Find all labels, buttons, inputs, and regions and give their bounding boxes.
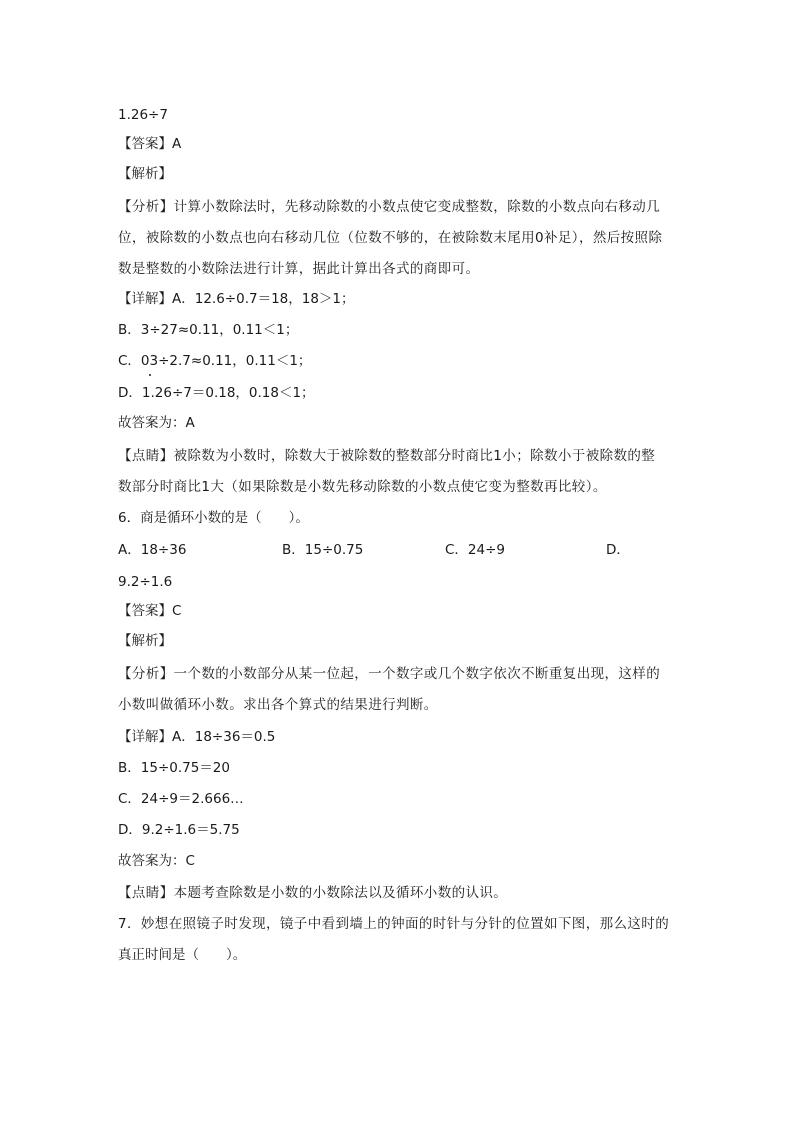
tip-text: 【点睛】被除数为小数时，除数大于被除数的整数部分时商比1小；除数小于被除数的整 [118,448,656,464]
detail-line: D．9.2÷1.6＝5.75 [118,822,240,838]
option-c: C．24÷9 [445,542,506,558]
question-7: 7．妙想在照镜子时发现，镜子中看到墙上的钟面的时针与分针的位置如下图，那么这时的 [118,916,670,932]
detail-line: B．15÷0.75＝20 [118,760,230,776]
detail-line: 【详解】A．18÷36＝0.5 [118,729,276,745]
repeating-dot-mark [149,374,151,376]
analysis-text: 数是整数的小数除法进行计算，据此计算出各式的商即可。 [118,261,480,277]
analysis-text: 小数叫做循环小数。求出各个算式的结果进行判断。 [118,697,438,713]
answer-label: 【答案】A [118,136,182,152]
option-b: B．15÷0.75 [282,542,364,558]
detail-line: C．03÷2.7≈0.11，0.11＜1； [118,353,312,369]
analysis-heading: 【解析】 [118,633,172,649]
question-7: 真正时间是（ ）。 [118,947,247,963]
detail-line: C．24÷9＝2.666… [118,791,244,807]
tip-text: 数部分时商比1大（如果除数是小数先移动除数的小数点使它变为整数再比较）。 [118,479,607,495]
text-line: 1.26÷7 [118,107,168,123]
conclusion-line: 故答案为：A [118,415,195,431]
conclusion-line: 故答案为：C [118,853,195,869]
answer-label: 【答案】C [118,603,182,619]
question-6: 6．商是循环小数的是（ ）。 [118,510,309,526]
option-d-value: 9.2÷1.6 [118,574,173,590]
option-a: A．18÷36 [118,542,187,558]
detail-line: B．3÷27≈0.11，0.11＜1； [118,322,299,338]
option-d: D． [606,542,630,558]
detail-line: 【详解】A．12.6÷0.7＝18，18＞1； [118,291,355,307]
analysis-text: 【分析】计算小数除法时，先移动除数的小数点使它变成整数，除数的小数点向右移动几 [118,199,661,215]
analysis-heading: 【解析】 [118,166,172,182]
analysis-text: 【分析】一个数的小数部分从某一位起，一个数字或几个数字依次不断重复出现，这样的 [118,666,661,682]
detail-line: D．1.26÷7＝0.18，0.18＜1； [118,385,315,401]
analysis-text: 位，被除数的小数点也向右移动几位（位数不够的，在被除数末尾用0补足），然后按照除 [118,230,663,246]
tip-text: 【点睛】本题考查除数是小数的小数除法以及循环小数的认识。 [118,885,508,901]
